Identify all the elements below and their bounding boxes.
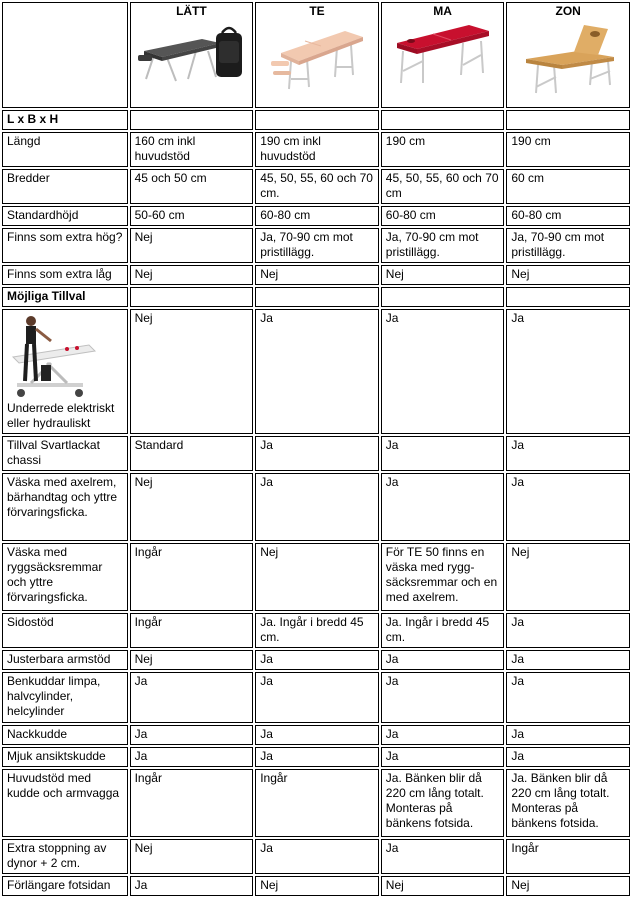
table-row [2,206,630,226]
therapist-electric-table-image [7,315,97,399]
value-cell-te: Nej [255,543,379,611]
value-cell-zon: Ja [506,309,630,434]
value-cell-te: Ja [255,650,379,670]
value-cell-zon: 190 cm [506,132,630,167]
value-cell-zon: Nej [506,265,630,285]
value-cell-te: Ja. Ingår i bredd 45 cm. [255,613,379,648]
value-cell-zon: Ja [506,436,630,471]
table-row [2,769,630,837]
empty-cell [130,110,254,130]
section-title: L x B x H [2,110,128,130]
value-cell-ma: Ja [381,839,505,874]
value-cell-lätt: Nej [130,839,254,874]
value-cell-lätt: Nej [130,228,254,263]
product-name: TE [309,4,325,18]
row-label: Finns som extra låg [2,265,128,285]
empty-cell [506,110,630,130]
table-row [2,876,630,896]
product-name: MA [433,4,452,18]
te-table-image [267,21,367,93]
table-row-electric-base [2,309,630,434]
value-cell-te: Ja, 70-90 cm mot pristillägg. [255,228,379,263]
section-options [2,287,630,307]
value-cell-ma: Ja [381,725,505,745]
row-label: Tillval Svartlackat chassi [2,436,128,471]
value-cell-te: 60-80 cm [255,206,379,226]
table-row [2,473,630,541]
row-label: Extra stoppning av dynor + 2 cm. [2,839,128,874]
zon-table-image [518,21,618,95]
value-cell-ma: 60-80 cm [381,206,505,226]
value-cell-te: 45, 50, 55, 60 och 70 cm. [255,169,379,204]
product-header-zon [506,2,630,108]
empty-cell [130,287,254,307]
value-cell-lätt: Standard [130,436,254,471]
value-cell-lätt: 45 och 50 cm [130,169,254,204]
value-cell-zon: 60 cm [506,169,630,204]
section-title: Möjliga Tillval [2,287,128,307]
header-row [2,2,630,108]
empty-cell [255,110,379,130]
product-name: ZON [555,4,581,18]
section-dimensions [2,110,630,130]
table-row [2,839,630,874]
value-cell-ma: 45, 50, 55, 60 och 70 cm [381,169,505,204]
value-cell-zon: Ja [506,613,630,648]
row-label: Benkuddar limpa, halvcylinder, helcylinder [2,672,128,723]
row-label: Finns som extra hög? [2,228,128,263]
latt-table-image [136,21,246,89]
value-cell-ma: Ja [381,672,505,723]
value-cell-lätt: Nej [130,473,254,541]
value-cell-ma: Ja, 70-90 cm mot pristillägg. [381,228,505,263]
product-header-ma [381,2,505,108]
value-cell-ma: Ja. Bänken blir då 220 cm lång totalt. Monteras på bänkens fotsida. [381,769,505,837]
value-cell-zon: Ja [506,473,630,541]
table-row [2,543,630,611]
empty-cell [381,110,505,130]
value-cell-lätt: Ja [130,747,254,767]
value-cell-te: Ja [255,436,379,471]
row-label: Sidostöd [2,613,128,648]
row-label: Längd [2,132,128,167]
value-cell-lätt: Ingår [130,543,254,611]
product-header-te [255,2,379,108]
row-label: Väska med axelrem, bärhandtag och yttre förvaringsficka. [2,473,128,541]
value-cell-ma: Nej [381,876,505,896]
value-cell-lätt: Nej [130,650,254,670]
value-cell-zon: Nej [506,543,630,611]
table-row [2,436,630,471]
value-cell-ma: Ja [381,436,505,471]
value-cell-lätt: Ingår [130,769,254,837]
row-label: Bredder [2,169,128,204]
value-cell-lätt: Nej [130,309,254,434]
value-cell-ma: Ja [381,309,505,434]
value-cell-ma: Ja [381,747,505,767]
value-cell-ma: För TE 50 finns en väska med rygg-säcksremmar och en med axelrem. [381,543,505,611]
value-cell-te: Ja [255,725,379,745]
value-cell-ma: Ja. Ingår i bredd 45 cm. [381,613,505,648]
value-cell-lätt: Nej [130,265,254,285]
value-cell-te: Ingår [255,769,379,837]
table-row [2,228,630,263]
electric-base-label: Underrede elektriskt eller hydrauliskt [7,401,115,430]
table-row [2,132,630,167]
value-cell-zon: Ja [506,747,630,767]
value-cell-te: Ja [255,473,379,541]
value-cell-te: 190 cm inkl huvudstöd [255,132,379,167]
value-cell-zon: 60-80 cm [506,206,630,226]
value-cell-lätt: Ja [130,672,254,723]
value-cell-lätt: 160 cm inkl huvudstöd [130,132,254,167]
value-cell-ma: Nej [381,265,505,285]
empty-cell [255,287,379,307]
value-cell-zon: Ingår [506,839,630,874]
value-cell-zon: Ja [506,672,630,723]
value-cell-zon: Ja. Bänken blir då 220 cm lång totalt. Monteras på bänkens fotsida. [506,769,630,837]
value-cell-lätt: 50-60 cm [130,206,254,226]
table-row [2,725,630,745]
product-header-latt [130,2,254,108]
empty-cell [381,287,505,307]
table-row [2,265,630,285]
value-cell-te: Ja [255,747,379,767]
table-row [2,747,630,767]
table-row [2,169,630,204]
table-row [2,613,630,648]
row-label [2,309,128,434]
row-label: Nackkudde [2,725,128,745]
value-cell-te: Ja [255,839,379,874]
value-cell-lätt: Ingår [130,613,254,648]
row-label: Huvudstöd med kudde och armvagga [2,769,128,837]
value-cell-zon: Nej [506,876,630,896]
table-row [2,650,630,670]
row-label: Förlängare fotsidan [2,876,128,896]
value-cell-te: Ja [255,309,379,434]
value-cell-te: Ja [255,672,379,723]
empty-cell [506,287,630,307]
value-cell-zon: Ja [506,650,630,670]
table-row [2,672,630,723]
value-cell-ma: Ja [381,473,505,541]
row-label: Väska med ryggsäcksremmar och yttre förvaringsficka. [2,543,128,611]
value-cell-ma: Ja [381,650,505,670]
header-corner-cell [2,2,128,108]
row-label: Standardhöjd [2,206,128,226]
row-label: Mjuk ansiktskudde [2,747,128,767]
value-cell-te: Nej [255,876,379,896]
value-cell-zon: Ja, 70-90 cm mot pristillägg. [506,228,630,263]
value-cell-te: Nej [255,265,379,285]
value-cell-lätt: Ja [130,725,254,745]
product-name: LÄTT [176,4,207,18]
row-label: Justerbara armstöd [2,650,128,670]
value-cell-ma: 190 cm [381,132,505,167]
ma-table-image [393,21,493,87]
value-cell-zon: Ja [506,725,630,745]
value-cell-lätt: Ja [130,876,254,896]
